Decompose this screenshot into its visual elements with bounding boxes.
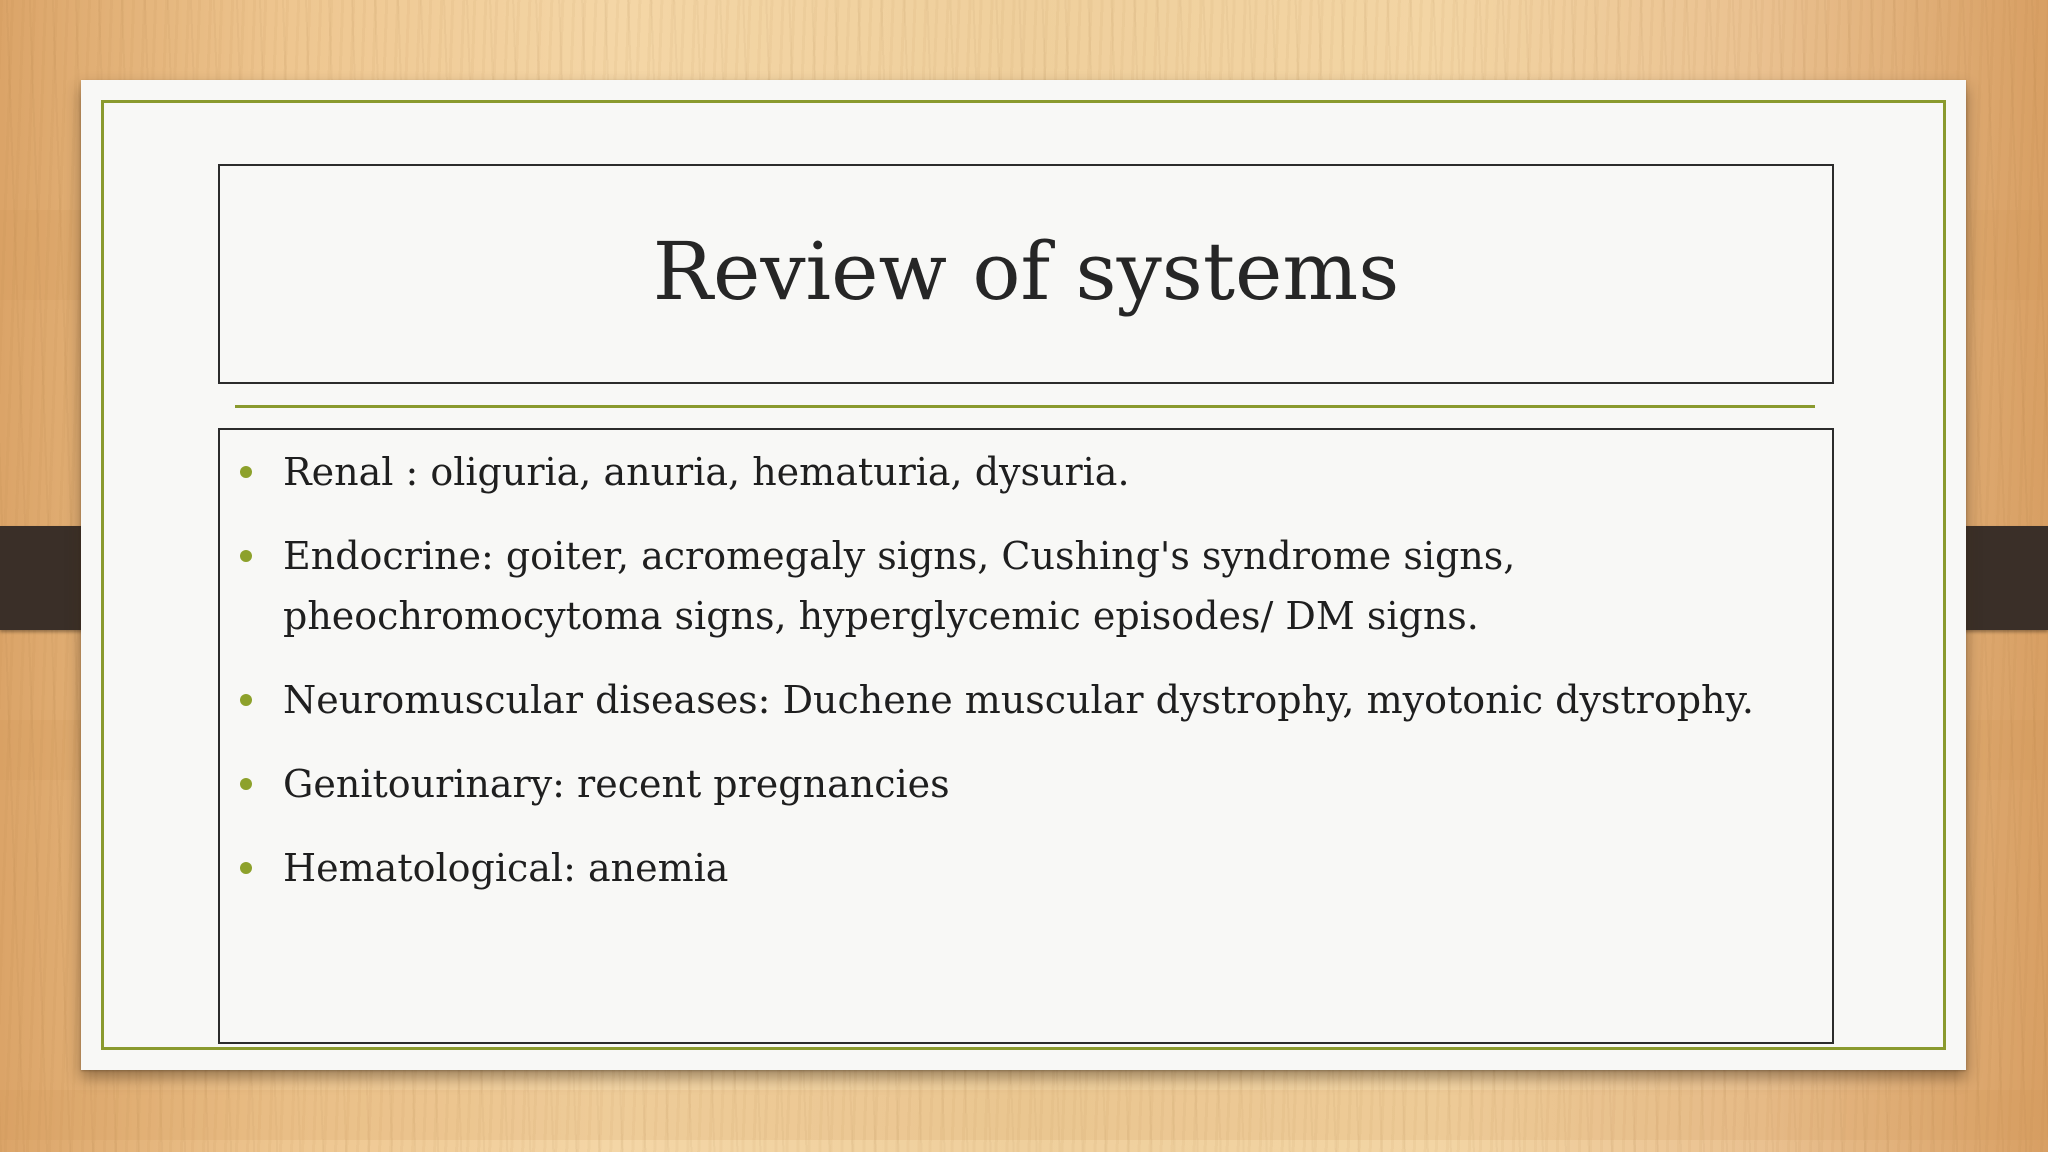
title-divider-line (235, 405, 1815, 408)
list-item (220, 442, 1802, 502)
slide (81, 80, 1966, 1070)
bullet-dot-icon (240, 466, 252, 478)
bullet-text: Hematological: anemia (283, 846, 729, 890)
bullet-dot-icon (240, 550, 252, 562)
list-item (220, 754, 1802, 814)
wood-grain-streak (0, 1090, 2048, 1140)
bullet-list (220, 430, 1832, 898)
bullet-text: Neuromuscular diseases: Duchene muscular dystrophy, myotonic dystrophy. (283, 678, 1755, 722)
list-item (220, 526, 1802, 646)
list-item (220, 670, 1802, 730)
bullet-dot-icon (240, 862, 252, 874)
bullet-text: Endocrine: goiter, acromegaly signs, Cushing's syndrome signs, pheochromocytoma signs, hyperglycemic episodes/ DM signs. (283, 534, 1516, 638)
bullet-dot-icon (240, 778, 252, 790)
bullet-dot-icon (240, 694, 252, 706)
list-item (220, 838, 1802, 898)
bullet-text: Renal : oliguria, anuria, hematuria, dysuria. (283, 450, 1130, 494)
title-placeholder[interactable] (218, 164, 1834, 384)
slide-title: Review of systems (652, 224, 1400, 318)
bullet-text: Genitourinary: recent pregnancies (283, 762, 950, 806)
content-placeholder[interactable] (218, 428, 1834, 1044)
